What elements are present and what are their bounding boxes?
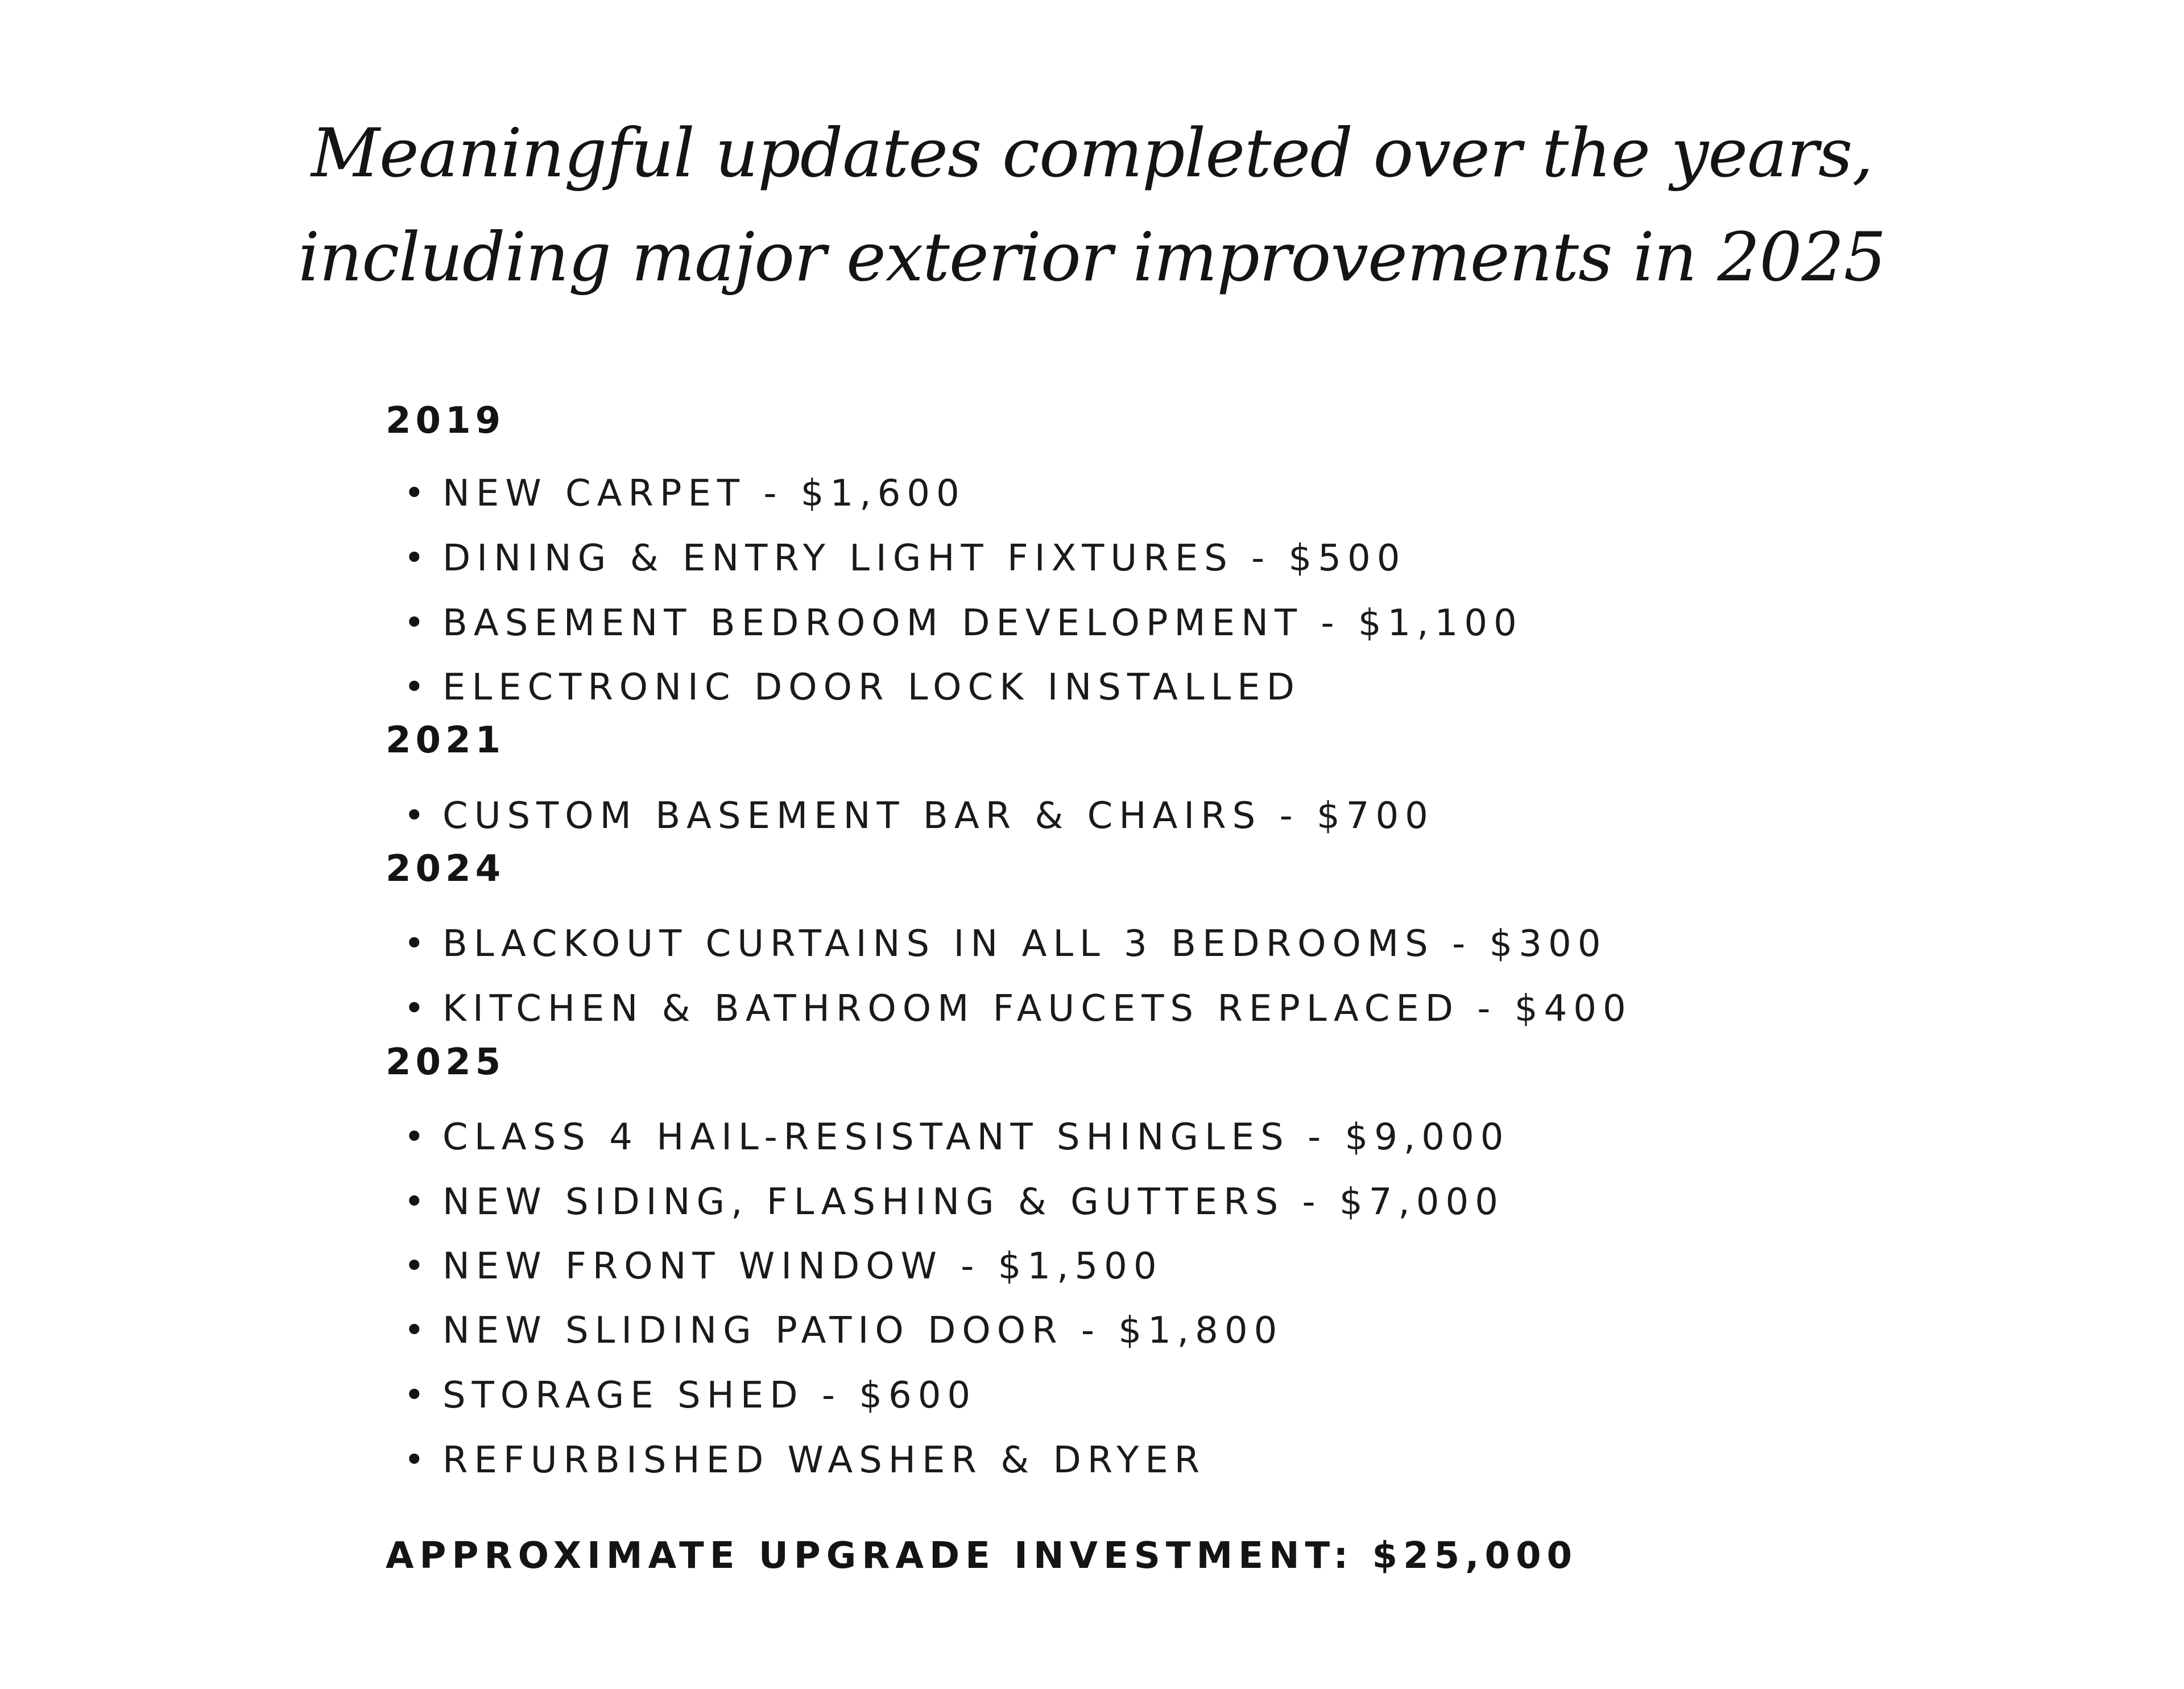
list-item-text: NEW SLIDING PATIO DOOR - $1,800 bbox=[442, 1310, 1284, 1352]
year-heading-2021: 2021 bbox=[386, 719, 506, 761]
list-item-text: NEW FRONT WINDOW - $1,500 bbox=[442, 1245, 1163, 1288]
bullet-icon: • bbox=[404, 987, 425, 1029]
total-investment: APPROXIMATE UPGRADE INVESTMENT: $25,000 bbox=[386, 1535, 1578, 1577]
list-item-text: BASEMENT BEDROOM DEVELOPMENT - $1,100 bbox=[442, 602, 1523, 644]
year-heading-2024: 2024 bbox=[386, 848, 506, 890]
bullet-icon: • bbox=[404, 602, 425, 643]
list-item-text: NEW CARPET - $1,600 bbox=[442, 473, 966, 515]
list-item-text: ELECTRONIC DOOR LOCK INSTALLED bbox=[442, 667, 1301, 709]
list-item-text: STORAGE SHED - $600 bbox=[442, 1375, 977, 1417]
headline-line-1: Meaningful updates completed over the years, bbox=[311, 114, 1873, 192]
bullet-icon: • bbox=[404, 666, 425, 707]
bullet-icon: • bbox=[404, 1181, 425, 1222]
list-item-text: BLACKOUT CURTAINS IN ALL 3 BEDROOMS - $300 bbox=[442, 923, 1607, 965]
list-item-text: DINING & ENTRY LIGHT FIXTURES - $500 bbox=[442, 537, 1407, 579]
bullet-icon: • bbox=[404, 1439, 425, 1480]
year-heading-2019: 2019 bbox=[386, 400, 506, 442]
bullet-icon: • bbox=[404, 472, 425, 514]
list-item-text: NEW SIDING, FLASHING & GUTTERS - $7,000 bbox=[442, 1181, 1504, 1223]
bullet-icon: • bbox=[404, 1309, 425, 1351]
list-item-text: KITCHEN & BATHROOM FAUCETS REPLACED - $400 bbox=[442, 988, 1632, 1030]
bullet-icon: • bbox=[404, 1116, 425, 1157]
list-item-text: CLASS 4 HAIL-RESISTANT SHINGLES - $9,000 bbox=[442, 1116, 1510, 1158]
year-heading-2025: 2025 bbox=[386, 1041, 506, 1083]
bullet-icon: • bbox=[404, 1374, 425, 1415]
list-item-text: CUSTOM BASEMENT BAR & CHAIRS - $700 bbox=[442, 795, 1434, 837]
bullet-icon: • bbox=[404, 922, 425, 964]
bullet-icon: • bbox=[404, 794, 425, 836]
list-item-text: REFURBISHED WASHER & DRYER bbox=[442, 1439, 1206, 1481]
bullet-icon: • bbox=[404, 537, 425, 578]
headline-line-2: including major exterior improvements in 2025 bbox=[298, 218, 1886, 296]
bullet-icon: • bbox=[404, 1245, 425, 1286]
